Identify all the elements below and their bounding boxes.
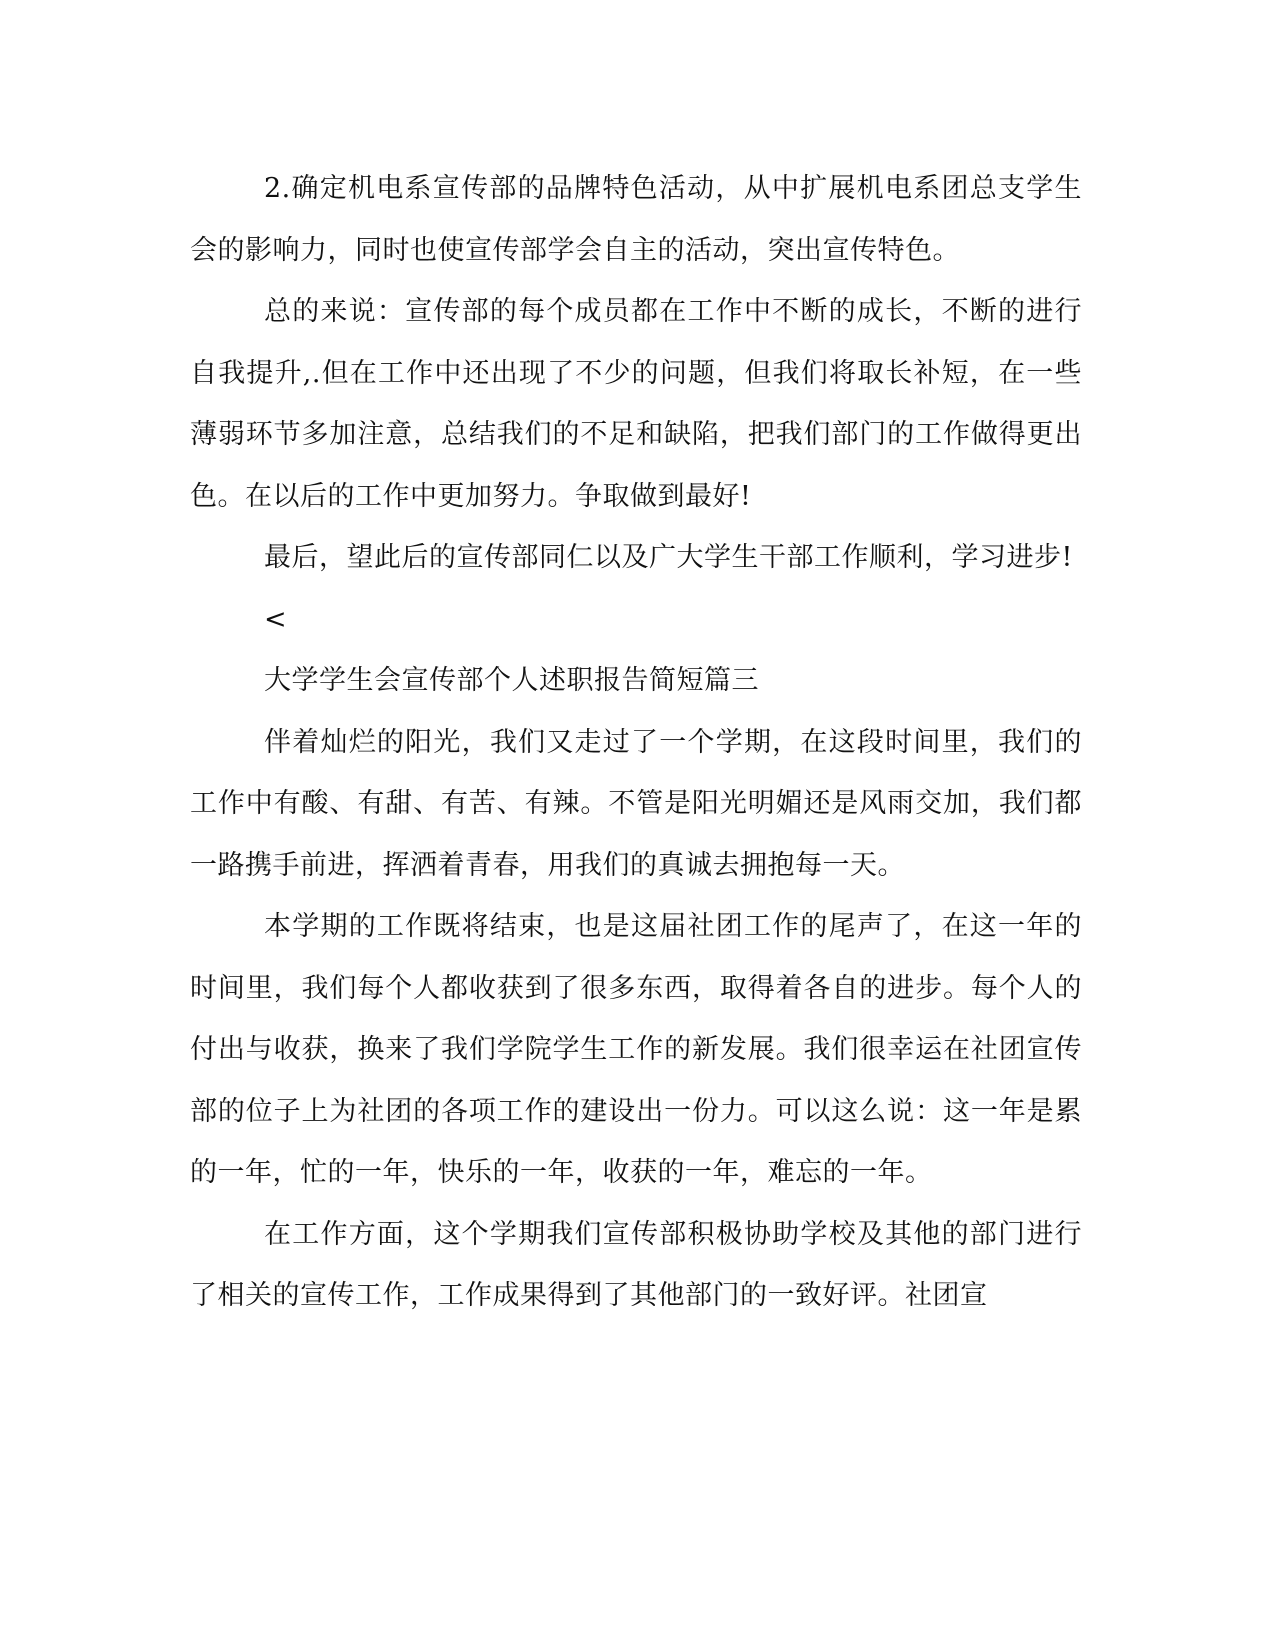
paragraph-closing-wish: 最后，望此后的宣传部同仁以及广大学生干部工作顺利，学习进步! [264, 542, 1073, 573]
paragraph-semester-review: 本学期的工作既将结束，也是这届社团工作的尾声了，在这一年的时间里，我们每个人都收获到了很多东西，取得着各自的进步。每个人的付出与收获，换来了我们学院学生工作的新发展。我们很幸运在社团宣传部的位子上为社团的各项工作的建设出一份力。可以这么说：这一年是累的一年，忙的一年，快乐的一年，收获的一年，难忘的一年。 [190, 911, 1082, 1188]
document-body [190, 158, 1082, 1327]
paragraph-summary: 总的来说：宣传部的每个成员都在工作中不断的成长，不断的进行自我提升,.但在工作中还出现了不少的问题，但我们将取长补短，在一些薄弱环节多加注意，总结我们的不足和缺陷，把我们部门的工作做得更出色。在以后的工作中更加努力。争取做到最好! [190, 296, 1082, 512]
paragraph-brand-activity: 2.确定机电系宣传部的品牌特色活动，从中扩展机电系团总支学生会的影响力，同时也使宣传部学会自主的活动，突出宣传特色。 [190, 173, 1082, 266]
paragraph-work-aspect: 在工作方面，这个学期我们宣传部积极协助学校及其他的部门进行了相关的宣传工作，工作成果得到了其他部门的一致好评。社团宣 [190, 1218, 1082, 1311]
section-heading: 大学学生会宣传部个人述职报告简短篇三 [264, 665, 759, 696]
paragraph-separator: < [264, 603, 288, 635]
paragraph-intro: 伴着灿烂的阳光，我们又走过了一个学期，在这段时间里，我们的工作中有酸、有甜、有苦、有辣。不管是阳光明媚还是风雨交加，我们都一路携手前进，挥洒着青春，用我们的真诚去拥抱每一天。 [190, 726, 1082, 881]
